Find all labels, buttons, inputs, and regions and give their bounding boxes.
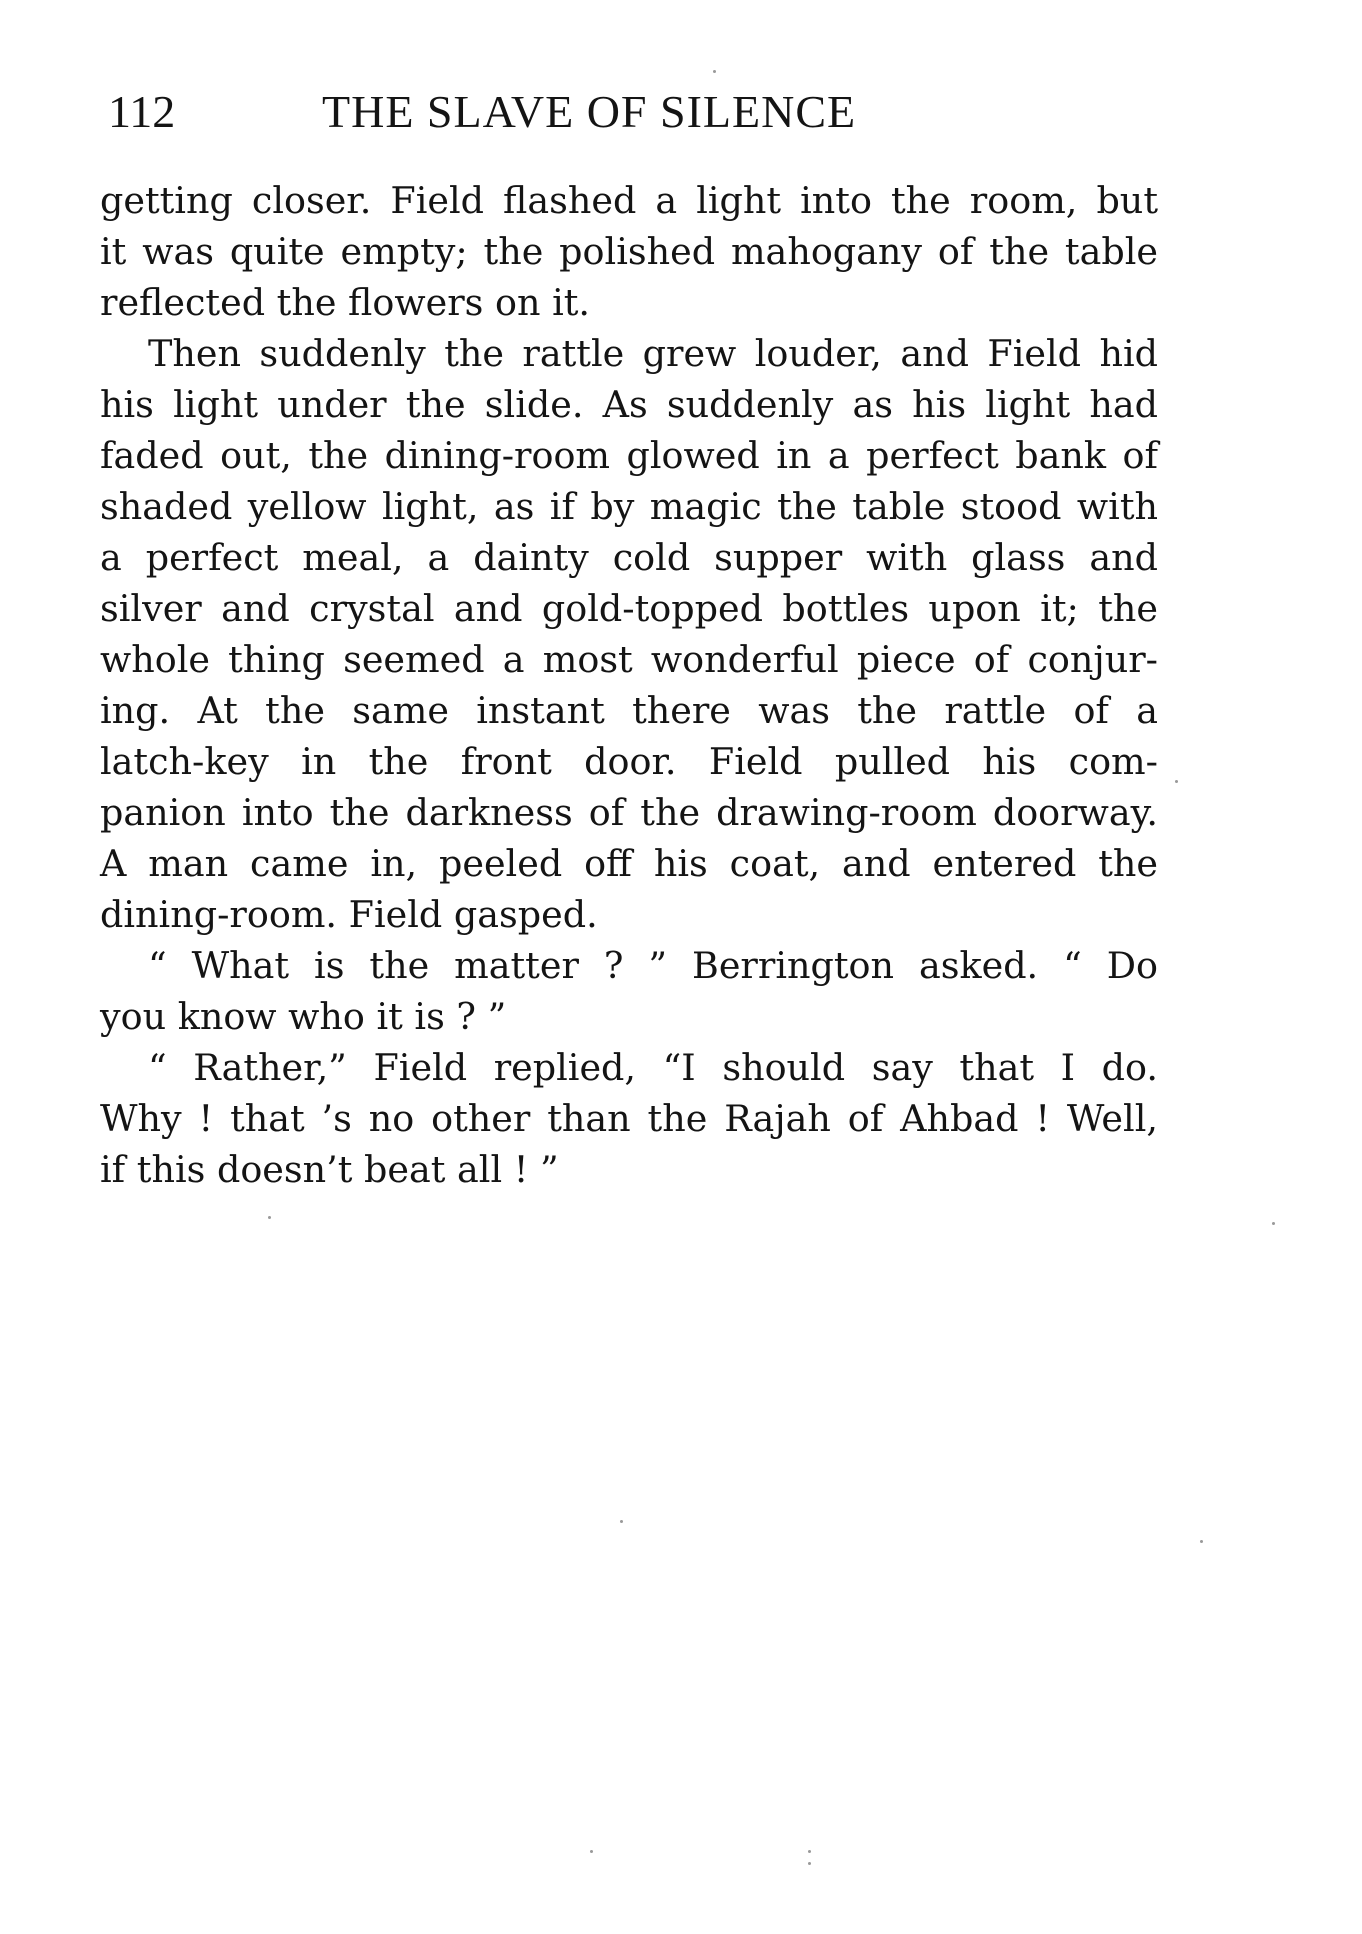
text-line: “ Rather,” Field replied, “I should say that I do. — [148, 1046, 1158, 1089]
text-line: whole thing seemed a most wonderful piece of conjur- — [100, 638, 1158, 681]
text-line: faded out, the dining-room glowed in a perfect bank of — [100, 434, 1158, 477]
text-line: dining-room. Field gasped. — [100, 893, 598, 936]
text-line: silver and crystal and gold-topped bottles upon it; the — [100, 587, 1158, 630]
scan-speck — [808, 1850, 811, 1853]
text-line: it was quite empty; the polished mahogany of the table — [100, 230, 1158, 273]
scan-speck — [620, 1520, 623, 1523]
text-line: Then suddenly the rattle grew louder, and Field hid — [148, 332, 1158, 375]
scan-speck — [808, 1862, 811, 1865]
text-line: “ What is the matter ? ” Berrington asked. “ Do — [148, 944, 1158, 987]
scan-speck — [268, 1216, 271, 1219]
text-line: A man came in, peeled off his coat, and entered the — [100, 842, 1158, 885]
text-line: ing. At the same instant there was the rattle of a — [100, 689, 1158, 732]
text-line: Why ! that ’s no other than the Rajah of Ahbad ! Well, — [100, 1097, 1158, 1140]
scan-speck — [1200, 1540, 1203, 1543]
text-line: latch-key in the front door. Field pulled his com- — [100, 740, 1158, 783]
body-text — [100, 175, 1158, 1195]
text-line: if this doesn’t beat all ! ” — [100, 1148, 559, 1191]
scan-speck — [713, 70, 716, 73]
page-number: 112 — [108, 86, 176, 137]
text-line: getting closer. Field flashed a light into the room, but — [100, 179, 1158, 222]
scan-speck — [1272, 1222, 1275, 1225]
text-line: shaded yellow light, as if by magic the table stood with — [100, 485, 1158, 528]
text-line: his light under the slide. As suddenly as his light had — [100, 383, 1158, 426]
scan-speck — [1175, 780, 1178, 783]
text-line: panion into the darkness of the drawing-room doorway. — [100, 791, 1158, 834]
scan-speck — [590, 1850, 593, 1853]
running-title: THE SLAVE OF SILENCE — [322, 86, 857, 137]
running-head — [108, 82, 1168, 142]
text-line: reflected the flowers on it. — [100, 281, 591, 324]
text-line: you know who it is ? ” — [100, 995, 507, 1038]
text-line: a perfect meal, a dainty cold supper with glass and — [100, 536, 1158, 579]
